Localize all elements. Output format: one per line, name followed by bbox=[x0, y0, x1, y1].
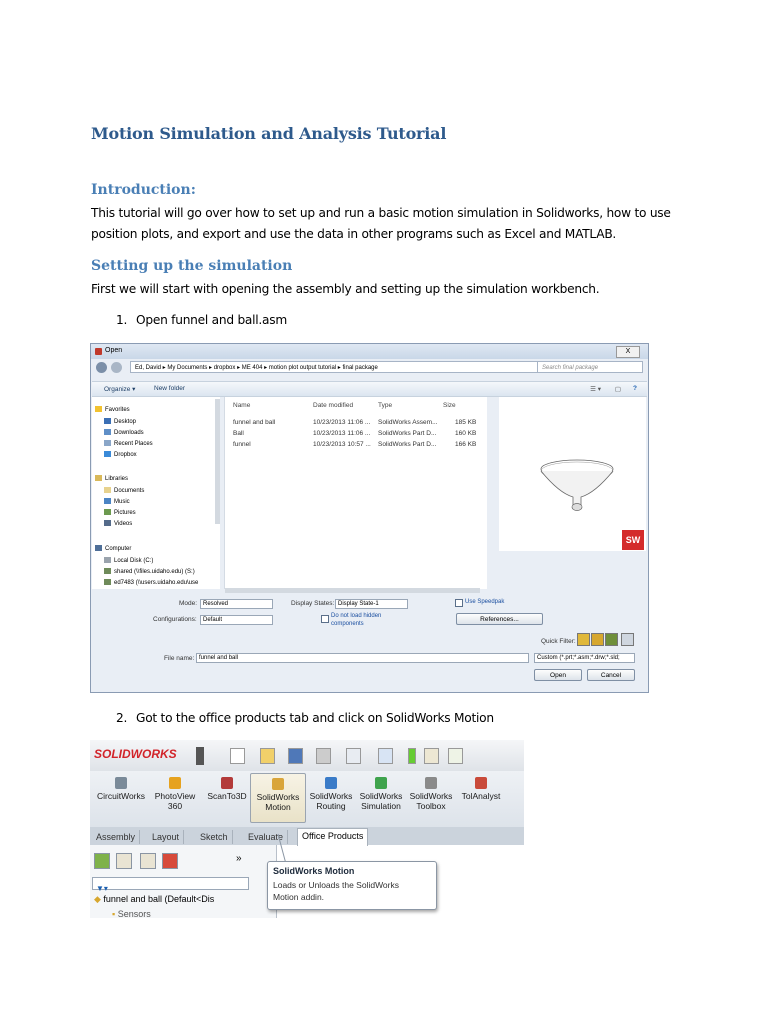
file-date: 10/23/2013 11:06 ... bbox=[313, 419, 371, 426]
tree-node-sensors[interactable]: ▪ Sensors bbox=[112, 909, 151, 919]
solidworks-toolbox-button[interactable]: SolidWorks Toolbox bbox=[404, 777, 458, 811]
solidworks-routing-button[interactable]: SolidWorks Routing bbox=[304, 777, 358, 811]
file-type-select[interactable]: Custom (*.prt;*.asm;*.drw;*.sld; bbox=[534, 653, 635, 663]
forward-icon[interactable] bbox=[111, 362, 122, 373]
circuitworks-icon bbox=[115, 777, 127, 789]
filter-icon: ▼▾ bbox=[96, 884, 108, 893]
nav-desktop[interactable]: Desktop bbox=[104, 418, 136, 428]
solidworks-ribbon-screenshot bbox=[90, 740, 524, 918]
nav-favorites[interactable]: Favorites bbox=[95, 406, 130, 416]
view-options-icon[interactable]: ☰ ▾ bbox=[590, 386, 601, 393]
downloads-icon bbox=[104, 429, 111, 435]
file-row[interactable] bbox=[225, 419, 487, 429]
photoview-button[interactable]: PhotoView 360 bbox=[148, 777, 202, 811]
setup-paragraph: First we will start with opening the assembly and setting up the simulation workbench. bbox=[91, 282, 600, 296]
setup-heading: Setting up the simulation bbox=[91, 258, 293, 274]
nav-videos[interactable]: Videos bbox=[104, 520, 132, 530]
open-file-dialog bbox=[90, 343, 649, 693]
search-input[interactable]: Search final package bbox=[537, 361, 643, 373]
computer-icon bbox=[95, 545, 102, 551]
options-icon[interactable] bbox=[448, 748, 463, 764]
intro-paragraph bbox=[91, 203, 691, 245]
tree-node-assembly[interactable]: ◆ funnel and ball (Default<Dis bbox=[94, 894, 215, 904]
quick-filter-label: Quick Filter: bbox=[541, 638, 576, 645]
tab-layout[interactable]: Layout bbox=[148, 830, 184, 844]
network-drive-icon bbox=[104, 568, 111, 574]
print-icon[interactable] bbox=[316, 748, 331, 764]
nav-pictures[interactable]: Pictures bbox=[104, 509, 136, 519]
scanto3d-icon bbox=[221, 777, 233, 789]
open-folder-icon[interactable] bbox=[260, 748, 275, 764]
nav-recent-places[interactable]: Recent Places bbox=[104, 440, 153, 450]
hidden-components-checkbox[interactable] bbox=[321, 615, 329, 623]
col-date[interactable]: Date modified bbox=[313, 402, 354, 409]
recent-places-icon bbox=[104, 440, 111, 446]
motion-icon bbox=[272, 778, 284, 790]
file-list-scrollbar[interactable] bbox=[225, 588, 480, 593]
display-manager-icon[interactable] bbox=[162, 853, 178, 869]
step-2 bbox=[116, 711, 494, 725]
tab-evaluate[interactable]: Evaluate bbox=[244, 830, 288, 844]
filename-label: File name: bbox=[164, 655, 195, 662]
page-title: Motion Simulation and Analysis Tutorial bbox=[91, 124, 447, 143]
tooltip-title: SolidWorks Motion bbox=[273, 866, 355, 876]
solidworks-app-icon bbox=[95, 348, 102, 355]
breadcrumb-path[interactable]: Ed, David ▸ My Documents ▸ dropbox ▸ ME 404 ▸ motion plot output tutorial ▸ final package bbox=[130, 361, 573, 373]
file-date: 10/23/2013 10:57 ... bbox=[313, 441, 371, 448]
nav-documents[interactable]: Documents bbox=[104, 487, 144, 497]
file-type: SolidWorks Part D... bbox=[378, 441, 437, 448]
col-type[interactable]: Type bbox=[378, 402, 393, 409]
solidworks-motion-button[interactable]: SolidWorks Motion bbox=[250, 773, 306, 823]
file-name: funnel bbox=[233, 441, 251, 448]
menu-arrow-icon[interactable] bbox=[196, 747, 204, 765]
filter-parts-icon[interactable] bbox=[577, 633, 590, 646]
nav-shared-drive[interactable]: shared (\\files.uidaho.edu) (S:) bbox=[104, 568, 195, 578]
save-icon[interactable] bbox=[288, 748, 303, 764]
funnel-preview-image bbox=[499, 397, 646, 527]
configurations-select[interactable]: Default bbox=[200, 615, 273, 625]
mode-label: Mode: bbox=[179, 600, 198, 607]
file-size: 166 KB bbox=[455, 441, 477, 448]
step-1-number: 1. bbox=[116, 313, 128, 327]
nav-dropbox[interactable]: Dropbox bbox=[104, 451, 137, 461]
nav-downloads[interactable]: Downloads bbox=[104, 429, 144, 439]
nav-local-disk[interactable]: Local Disk (C:) bbox=[104, 557, 153, 567]
cancel-button[interactable]: Cancel bbox=[587, 669, 635, 681]
tooltip-description: Loads or Unloads the SolidWorks Motion addin. bbox=[273, 880, 399, 902]
preview-pane bbox=[499, 397, 646, 551]
configuration-manager-icon[interactable] bbox=[140, 853, 156, 869]
feature-tree-icon[interactable] bbox=[94, 853, 110, 869]
address-bar bbox=[94, 361, 645, 375]
undo-icon[interactable] bbox=[346, 748, 361, 764]
file-date: 10/23/2013 11:06 ... bbox=[313, 430, 371, 437]
close-button[interactable]: X bbox=[616, 346, 640, 358]
step-1 bbox=[116, 313, 287, 327]
file-type: SolidWorks Part D... bbox=[378, 430, 437, 437]
step-1-text: Open funnel and ball.asm bbox=[136, 313, 287, 327]
assembly-icon: ◆ bbox=[94, 894, 104, 904]
file-list bbox=[224, 397, 487, 589]
new-document-icon[interactable] bbox=[230, 748, 245, 764]
expand-pane-icon[interactable]: » bbox=[236, 853, 242, 864]
intro-line-2: position plots, and export and use the data in other programs such as Excel and MATLAB. bbox=[91, 227, 617, 241]
tab-assembly[interactable]: Assembly bbox=[92, 830, 140, 844]
command-manager-tabs bbox=[90, 827, 524, 845]
select-icon[interactable] bbox=[378, 748, 393, 764]
new-folder-button[interactable]: New folder bbox=[154, 385, 186, 392]
file-properties-icon[interactable] bbox=[424, 748, 439, 764]
display-states-select[interactable]: Display State-1 bbox=[335, 599, 408, 609]
hidden-components-label: Do not load hidden bbox=[331, 613, 382, 619]
filter-drawings-icon[interactable] bbox=[605, 633, 618, 646]
col-size[interactable]: Size bbox=[443, 402, 456, 409]
nav-scrollbar[interactable] bbox=[215, 399, 220, 524]
documents-icon bbox=[104, 487, 111, 493]
solidworks-logo-icon: SW bbox=[622, 530, 644, 550]
file-row[interactable] bbox=[225, 430, 487, 440]
file-name: Ball bbox=[233, 430, 244, 437]
solidworks-titlebar bbox=[90, 740, 524, 771]
dialog-title: Open bbox=[105, 347, 123, 354]
tolanalyst-icon bbox=[475, 777, 487, 789]
preview-pane-icon[interactable]: ▢ bbox=[614, 386, 621, 393]
file-row[interactable] bbox=[225, 441, 487, 451]
office-products-ribbon bbox=[90, 771, 524, 827]
music-icon bbox=[104, 498, 111, 504]
simulation-icon bbox=[375, 777, 387, 789]
col-name[interactable]: Name bbox=[233, 402, 251, 409]
scanto3d-button[interactable]: ScanTo3D bbox=[200, 777, 254, 801]
help-icon[interactable]: ? bbox=[633, 385, 637, 392]
rebuild-icon[interactable] bbox=[408, 748, 416, 764]
motion-tooltip bbox=[267, 861, 437, 910]
tab-sketch[interactable]: Sketch bbox=[196, 830, 233, 844]
file-size: 185 KB bbox=[455, 419, 477, 426]
dialog-toolbar bbox=[92, 381, 647, 397]
display-states-label: Display States: bbox=[291, 600, 335, 607]
filter-top-level-icon[interactable] bbox=[621, 633, 634, 646]
back-icon[interactable] bbox=[96, 362, 107, 373]
hidden-components-label-2: components bbox=[331, 621, 364, 627]
nav-libraries[interactable]: Libraries bbox=[95, 475, 128, 485]
file-name: funnel and ball bbox=[233, 419, 276, 426]
file-size: 160 KB bbox=[455, 430, 477, 437]
intro-heading: Introduction: bbox=[91, 182, 196, 198]
navigation-pane bbox=[92, 397, 220, 589]
property-manager-icon[interactable] bbox=[116, 853, 132, 869]
routing-icon bbox=[325, 777, 337, 789]
step-2-number: 2. bbox=[116, 711, 128, 725]
filter-assemblies-icon[interactable] bbox=[591, 633, 604, 646]
intro-line-1: This tutorial will go over how to set up and run a basic motion simulation in Solidworks, how to use bbox=[91, 206, 671, 220]
open-button[interactable]: Open bbox=[534, 669, 582, 681]
toolbox-icon bbox=[425, 777, 437, 789]
videos-icon bbox=[104, 520, 111, 526]
feature-manager-pane bbox=[90, 845, 277, 918]
filename-input[interactable]: funnel and ball bbox=[196, 653, 529, 663]
configurations-label: Configurations: bbox=[153, 616, 197, 623]
nav-computer[interactable]: Computer bbox=[95, 545, 131, 555]
organize-button[interactable]: Organize ▾ bbox=[104, 386, 136, 393]
libraries-icon bbox=[95, 475, 102, 481]
disk-icon bbox=[104, 557, 111, 563]
tree-filter-input[interactable] bbox=[92, 877, 249, 893]
sensors-icon: ▪ bbox=[112, 909, 118, 919]
speedpak-label: Use Speedpak bbox=[465, 599, 505, 605]
mode-select[interactable]: Resolved bbox=[200, 599, 273, 609]
photoview-icon bbox=[169, 777, 181, 789]
dropbox-icon bbox=[104, 451, 111, 457]
solidworks-simulation-button[interactable]: SolidWorks Simulation bbox=[354, 777, 408, 811]
nav-music[interactable]: Music bbox=[104, 498, 130, 508]
tab-office-products[interactable]: Office Products bbox=[297, 828, 368, 846]
dialog-titlebar bbox=[91, 344, 648, 359]
nav-user-drive[interactable]: ed7483 (\\users.uidaho.edu\use bbox=[104, 579, 198, 589]
circuitworks-button[interactable]: CircuitWorks bbox=[94, 777, 148, 801]
speedpak-checkbox[interactable] bbox=[455, 599, 463, 607]
pictures-icon bbox=[104, 509, 111, 515]
desktop-icon bbox=[104, 418, 111, 424]
star-icon bbox=[95, 406, 102, 412]
network-drive-icon bbox=[104, 579, 111, 585]
references-button[interactable]: References... bbox=[456, 613, 543, 625]
step-2-text: Got to the office products tab and click on SolidWorks Motion bbox=[136, 711, 494, 725]
solidworks-logo: SOLIDWORKS bbox=[94, 747, 177, 761]
tolanalyst-button[interactable]: TolAnalyst bbox=[454, 777, 508, 801]
file-type: SolidWorks Assem... bbox=[378, 419, 438, 426]
